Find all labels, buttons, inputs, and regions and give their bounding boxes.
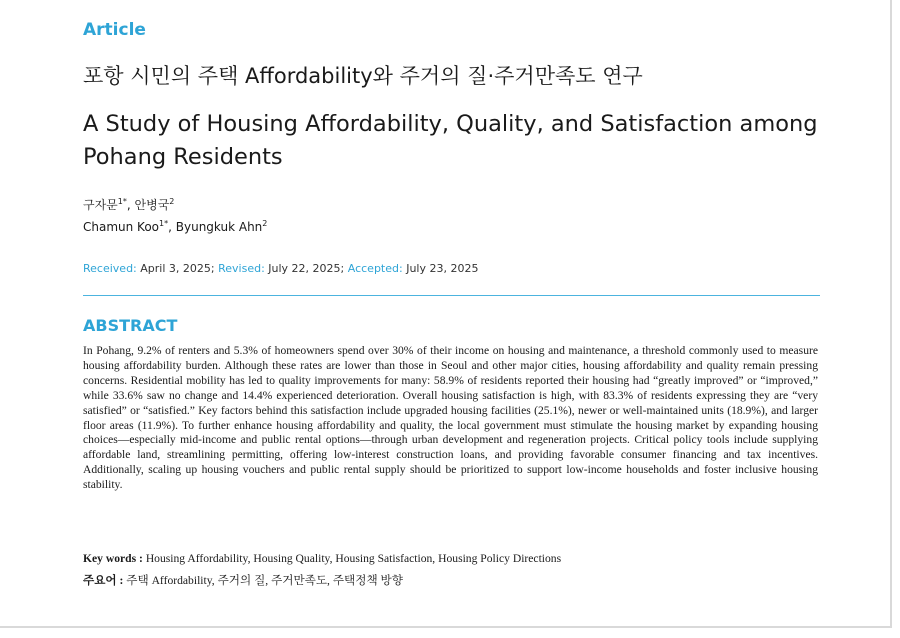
- author-separator: ,: [168, 220, 176, 234]
- keywords-korean: [83, 572, 818, 588]
- article-type-label: Article: [83, 20, 146, 40]
- author-affiliation-mark: 1*: [159, 219, 169, 228]
- authors-english: [83, 219, 267, 234]
- author-name: 구자문: [83, 198, 118, 212]
- author-affiliation-mark: 2: [169, 197, 175, 206]
- abstract-body: In Pohang, 9.2% of renters and 5.3% of homeowners spend over 30% of their income on housing and maintenance, a threshold commonly used to measure housing affordability burden. Although these rates are lower than those in Seoul and other major cities, housing affordability and quality remain pressing concerns. Residential mobility has led to quality improvements for many: 58.9% of residents reported their housing had “greatly improved” or “improved,” while 33.6% saw no change and 14.4% experienced deterioration. Overall housing satisfaction is high, with 83.3% of residents expressing they are “very satisfied” or “satisfied.” Key factors behind this satisfaction include upgraded housing facilities (25.1%), newer or well-maintained units (18.9%), and larger floor areas (11.9%). To further enhance housing affordability and quality, the local government must stimulate the housing market by expanding housing choices—especially mid-income and public rental options—through urban development and regeneration projects. Critical policy tools include supplying affordable land, streamlining permitting, offering low-interest construction loans, and providing favorable consumer financing and tax incentives. Additionally, scaling up housing vouchers and public rental supply should be prioritized to support low-income households and foster inclusive housing stability.: [83, 344, 818, 492]
- revised-label: Revised:: [218, 262, 265, 275]
- revised-date: July 22, 2025;: [268, 262, 345, 275]
- accepted-date: July 23, 2025: [406, 262, 479, 275]
- publication-dates: [83, 262, 478, 275]
- received-date: April 3, 2025;: [140, 262, 215, 275]
- keywords-label: Key words :: [83, 552, 143, 565]
- authors-korean: [83, 196, 174, 213]
- accepted-label: Accepted:: [347, 262, 403, 275]
- title-korean: 포항 시민의 주택 Affordability와 주거의 질·주거만족도 연구: [83, 64, 643, 88]
- abstract-heading: ABSTRACT: [83, 316, 178, 335]
- section-divider: [83, 295, 820, 296]
- author-name: Chamun Koo: [83, 220, 160, 234]
- author-affiliation-mark: 2: [262, 219, 268, 228]
- author-name: 안병국: [134, 198, 170, 212]
- received-label: Received:: [83, 262, 137, 275]
- keywords-english: [83, 552, 818, 565]
- title-english: A Study of Housing Affordability, Quality, and Satisfaction among Pohang Residents: [83, 111, 818, 170]
- author-affiliation-mark: 1*: [117, 197, 127, 206]
- keywords-list-korean: 주택 Affordability, 주거의 질, 주거만족도, 주택정책 방향: [126, 574, 403, 587]
- author-name: Byungkuk Ahn: [175, 220, 263, 234]
- keywords-label-korean: 주요어 :: [83, 574, 124, 587]
- author-separator: ,: [126, 198, 135, 212]
- keywords-list: Housing Affordability, Housing Quality, Housing Satisfaction, Housing Policy Directions: [145, 552, 562, 565]
